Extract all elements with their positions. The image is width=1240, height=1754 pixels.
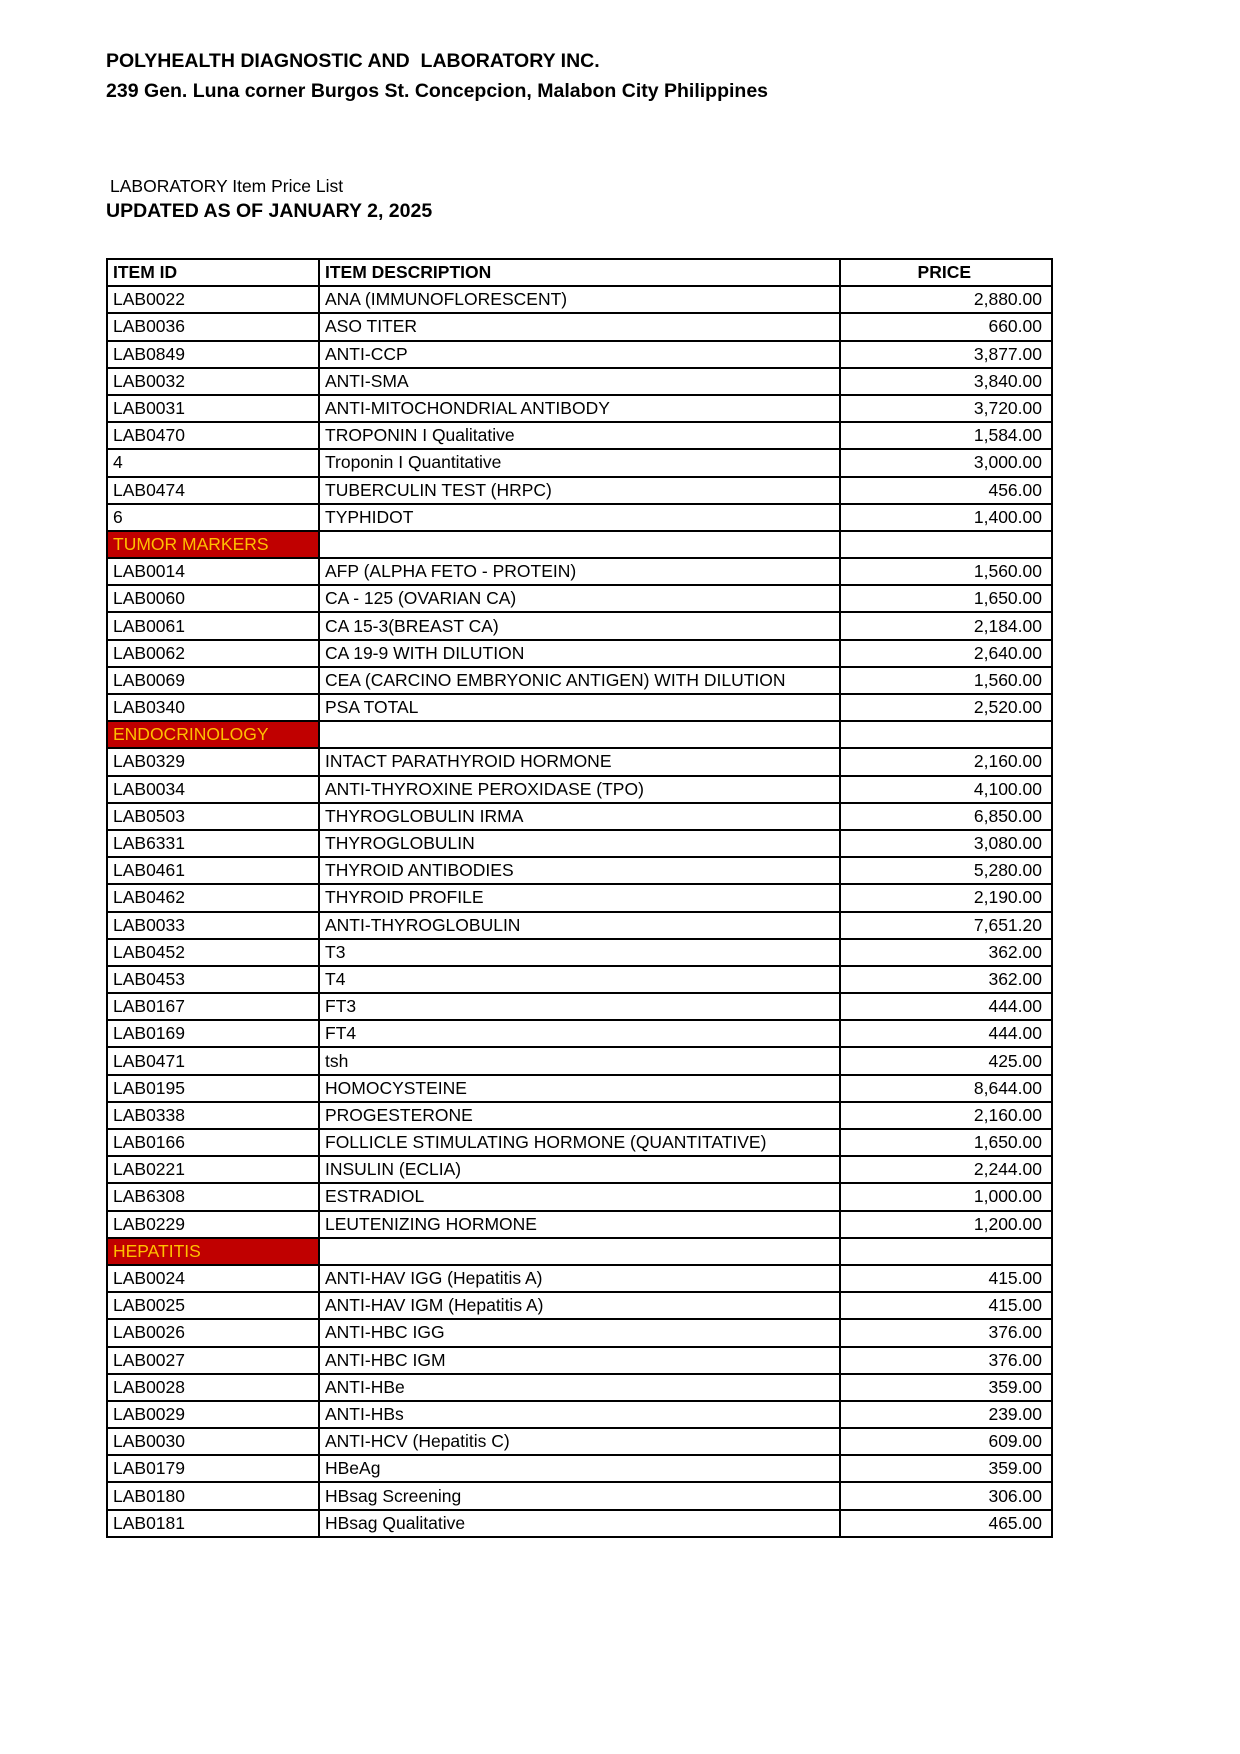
price-cell: 415.00: [840, 1265, 1052, 1292]
item-id-cell: LAB6308: [107, 1183, 319, 1210]
price-cell: 1,200.00: [840, 1211, 1052, 1238]
price-cell: 609.00: [840, 1428, 1052, 1455]
item-description-cell: ANTI-CCP: [319, 341, 840, 368]
item-id-cell: LAB0195: [107, 1075, 319, 1102]
price-cell: 425.00: [840, 1047, 1052, 1074]
item-id-cell: LAB0340: [107, 694, 319, 721]
category-label: HEPATITIS: [107, 1238, 319, 1265]
table-row: [107, 422, 1052, 449]
price-cell: 7,651.20: [840, 912, 1052, 939]
item-id-cell: LAB0169: [107, 1020, 319, 1047]
item-id-cell: LAB0022: [107, 286, 319, 313]
item-id-cell: LAB0027: [107, 1347, 319, 1374]
price-cell: 3,000.00: [840, 449, 1052, 476]
item-id-cell: LAB0452: [107, 939, 319, 966]
table-row: [107, 1374, 1052, 1401]
item-id-cell: 4: [107, 449, 319, 476]
table-row: [107, 1156, 1052, 1183]
item-description-cell: PROGESTERONE: [319, 1102, 840, 1129]
item-id-cell: LAB0069: [107, 667, 319, 694]
item-id-cell: 6: [107, 504, 319, 531]
item-id-cell: LAB0338: [107, 1102, 319, 1129]
item-description-cell: LEUTENIZING HORMONE: [319, 1211, 840, 1238]
empty-cell: [319, 721, 840, 748]
category-label: TUMOR MARKERS: [107, 531, 319, 558]
price-cell: 4,100.00: [840, 776, 1052, 803]
table-row: [107, 1211, 1052, 1238]
price-cell: 376.00: [840, 1319, 1052, 1346]
item-id-cell: LAB0014: [107, 558, 319, 585]
table-row: [107, 748, 1052, 775]
price-cell: 2,190.00: [840, 884, 1052, 911]
category-row: [107, 1238, 1052, 1265]
item-description-cell: FT4: [319, 1020, 840, 1047]
item-id-cell: LAB0024: [107, 1265, 319, 1292]
table-row: [107, 612, 1052, 639]
item-id-cell: LAB0181: [107, 1510, 319, 1537]
item-description-cell: ANA (IMMUNOFLORESCENT): [319, 286, 840, 313]
price-cell: 444.00: [840, 993, 1052, 1020]
item-description-cell: ANTI-HAV IGM (Hepatitis A): [319, 1292, 840, 1319]
category-label: ENDOCRINOLOGY: [107, 721, 319, 748]
item-id-cell: LAB0167: [107, 993, 319, 1020]
item-description-cell: ASO TITER: [319, 313, 840, 340]
table-row: [107, 449, 1052, 476]
table-row: [107, 1319, 1052, 1346]
item-id-cell: LAB0471: [107, 1047, 319, 1074]
item-description-cell: PSA TOTAL: [319, 694, 840, 721]
table-row: [107, 504, 1052, 531]
item-description-cell: AFP (ALPHA FETO - PROTEIN): [319, 558, 840, 585]
item-description-cell: FOLLICLE STIMULATING HORMONE (QUANTITATIVE): [319, 1129, 840, 1156]
item-id-cell: LAB0030: [107, 1428, 319, 1455]
price-cell: 306.00: [840, 1482, 1052, 1509]
item-description-cell: HBsag Qualitative: [319, 1510, 840, 1537]
document-subtitle: LABORATORY Item Price List: [110, 176, 344, 196]
table-row: [107, 830, 1052, 857]
item-description-cell: ANTI-HBs: [319, 1401, 840, 1428]
item-description-cell: HBsag Screening: [319, 1482, 840, 1509]
price-cell: 2,160.00: [840, 1102, 1052, 1129]
price-cell: 359.00: [840, 1374, 1052, 1401]
table-row: [107, 884, 1052, 911]
item-description-cell: INSULIN (ECLIA): [319, 1156, 840, 1183]
item-description-cell: tsh: [319, 1047, 840, 1074]
price-cell: 1,650.00: [840, 1129, 1052, 1156]
table-row: [107, 1401, 1052, 1428]
table-row: [107, 1075, 1052, 1102]
item-description-cell: Troponin I Quantitative: [319, 449, 840, 476]
item-id-cell: LAB0229: [107, 1211, 319, 1238]
item-description-cell: INTACT PARATHYROID HORMONE: [319, 748, 840, 775]
item-description-cell: ANTI-HCV (Hepatitis C): [319, 1428, 840, 1455]
price-cell: 1,400.00: [840, 504, 1052, 531]
item-description-cell: CEA (CARCINO EMBRYONIC ANTIGEN) WITH DILUTION: [319, 667, 840, 694]
price-cell: 3,840.00: [840, 368, 1052, 395]
item-id-cell: LAB0031: [107, 395, 319, 422]
item-id-cell: LAB0034: [107, 776, 319, 803]
table-row: [107, 993, 1052, 1020]
item-id-cell: LAB0025: [107, 1292, 319, 1319]
item-description-cell: ANTI-HAV IGG (Hepatitis A): [319, 1265, 840, 1292]
price-cell: 1,000.00: [840, 1183, 1052, 1210]
empty-cell: [840, 721, 1052, 748]
table-row: [107, 857, 1052, 884]
company-header: [106, 46, 768, 106]
table-row: [107, 776, 1052, 803]
item-description-cell: TROPONIN I Qualitative: [319, 422, 840, 449]
table-header-row: [107, 259, 1052, 286]
table-row: [107, 667, 1052, 694]
table-row: [107, 1265, 1052, 1292]
price-cell: 2,880.00: [840, 286, 1052, 313]
item-description-cell: TYPHIDOT: [319, 504, 840, 531]
price-cell: 6,850.00: [840, 803, 1052, 830]
item-description-cell: ANTI-MITOCHONDRIAL ANTIBODY: [319, 395, 840, 422]
price-cell: 362.00: [840, 939, 1052, 966]
item-id-cell: LAB0036: [107, 313, 319, 340]
table-row: [107, 912, 1052, 939]
item-id-cell: LAB0462: [107, 884, 319, 911]
item-id-cell: LAB0061: [107, 612, 319, 639]
price-cell: 2,640.00: [840, 640, 1052, 667]
table-row: [107, 640, 1052, 667]
price-cell: 362.00: [840, 966, 1052, 993]
price-table-body: [107, 259, 1052, 1537]
item-description-cell: CA 19-9 WITH DILUTION: [319, 640, 840, 667]
price-cell: 5,280.00: [840, 857, 1052, 884]
price-cell: 444.00: [840, 1020, 1052, 1047]
price-cell: 359.00: [840, 1455, 1052, 1482]
item-description-cell: THYROID ANTIBODIES: [319, 857, 840, 884]
price-cell: 2,184.00: [840, 612, 1052, 639]
table-row: [107, 395, 1052, 422]
company-address: 239 Gen. Luna corner Burgos St. Concepcion, Malabon City Philippines: [106, 80, 769, 102]
item-id-cell: LAB0028: [107, 1374, 319, 1401]
updated-date: UPDATED AS OF JANUARY 2, 2025: [106, 200, 433, 222]
item-description-cell: ESTRADIOL: [319, 1183, 840, 1210]
price-cell: 3,877.00: [840, 341, 1052, 368]
price-cell: 2,244.00: [840, 1156, 1052, 1183]
price-cell: 415.00: [840, 1292, 1052, 1319]
item-description-cell: ANTI-THYROGLOBULIN: [319, 912, 840, 939]
item-id-cell: LAB0060: [107, 585, 319, 612]
price-cell: 465.00: [840, 1510, 1052, 1537]
price-cell: 2,520.00: [840, 694, 1052, 721]
item-id-cell: LAB0221: [107, 1156, 319, 1183]
column-header-price: PRICE: [840, 259, 1052, 286]
document-title-block: [106, 174, 432, 224]
table-row: [107, 966, 1052, 993]
price-cell: 8,644.00: [840, 1075, 1052, 1102]
table-row: [107, 341, 1052, 368]
company-name: POLYHEALTH DIAGNOSTIC AND LABORATORY INC.: [106, 50, 600, 72]
item-id-cell: LAB0849: [107, 341, 319, 368]
table-row: [107, 939, 1052, 966]
table-row: [107, 1428, 1052, 1455]
table-row: [107, 368, 1052, 395]
table-row: [107, 477, 1052, 504]
table-row: [107, 1292, 1052, 1319]
price-cell: 3,720.00: [840, 395, 1052, 422]
item-description-cell: CA - 125 (OVARIAN CA): [319, 585, 840, 612]
item-description-cell: THYROGLOBULIN: [319, 830, 840, 857]
category-row: [107, 721, 1052, 748]
price-cell: 1,650.00: [840, 585, 1052, 612]
empty-cell: [319, 1238, 840, 1265]
price-cell: 456.00: [840, 477, 1052, 504]
item-description-cell: TUBERCULIN TEST (HRPC): [319, 477, 840, 504]
price-table: [106, 258, 1053, 1538]
item-description-cell: FT3: [319, 993, 840, 1020]
item-id-cell: LAB0026: [107, 1319, 319, 1346]
item-id-cell: LAB0033: [107, 912, 319, 939]
item-description-cell: ANTI-HBC IGM: [319, 1347, 840, 1374]
price-cell: 376.00: [840, 1347, 1052, 1374]
empty-cell: [840, 1238, 1052, 1265]
item-description-cell: HOMOCYSTEINE: [319, 1075, 840, 1102]
price-cell: 239.00: [840, 1401, 1052, 1428]
item-id-cell: LAB0461: [107, 857, 319, 884]
price-cell: 1,560.00: [840, 558, 1052, 585]
table-row: [107, 1482, 1052, 1509]
item-id-cell: LAB0180: [107, 1482, 319, 1509]
column-header-item-id: ITEM ID: [107, 259, 319, 286]
price-cell: 1,584.00: [840, 422, 1052, 449]
table-row: [107, 694, 1052, 721]
item-description-cell: T3: [319, 939, 840, 966]
price-cell: 660.00: [840, 313, 1052, 340]
item-id-cell: LAB0166: [107, 1129, 319, 1156]
item-description-cell: ANTI-HBe: [319, 1374, 840, 1401]
table-row: [107, 286, 1052, 313]
price-cell: 3,080.00: [840, 830, 1052, 857]
item-id-cell: LAB0329: [107, 748, 319, 775]
item-description-cell: ANTI-SMA: [319, 368, 840, 395]
item-id-cell: LAB0029: [107, 1401, 319, 1428]
column-header-description: ITEM DESCRIPTION: [319, 259, 840, 286]
table-row: [107, 1102, 1052, 1129]
category-row: [107, 531, 1052, 558]
item-id-cell: LAB0032: [107, 368, 319, 395]
item-id-cell: LAB0470: [107, 422, 319, 449]
table-row: [107, 1047, 1052, 1074]
table-row: [107, 1510, 1052, 1537]
item-description-cell: CA 15-3(BREAST CA): [319, 612, 840, 639]
item-description-cell: T4: [319, 966, 840, 993]
table-row: [107, 1129, 1052, 1156]
table-row: [107, 1020, 1052, 1047]
empty-cell: [840, 531, 1052, 558]
table-row: [107, 1455, 1052, 1482]
item-id-cell: LAB6331: [107, 830, 319, 857]
item-description-cell: THYROID PROFILE: [319, 884, 840, 911]
price-cell: 2,160.00: [840, 748, 1052, 775]
item-description-cell: HBeAg: [319, 1455, 840, 1482]
empty-cell: [319, 531, 840, 558]
item-description-cell: ANTI-HBC IGG: [319, 1319, 840, 1346]
table-row: [107, 558, 1052, 585]
table-row: [107, 1347, 1052, 1374]
item-id-cell: LAB0503: [107, 803, 319, 830]
table-row: [107, 313, 1052, 340]
item-id-cell: LAB0062: [107, 640, 319, 667]
table-row: [107, 585, 1052, 612]
item-id-cell: LAB0453: [107, 966, 319, 993]
item-id-cell: LAB0179: [107, 1455, 319, 1482]
item-description-cell: ANTI-THYROXINE PEROXIDASE (TPO): [319, 776, 840, 803]
table-row: [107, 803, 1052, 830]
item-id-cell: LAB0474: [107, 477, 319, 504]
table-row: [107, 1183, 1052, 1210]
item-description-cell: THYROGLOBULIN IRMA: [319, 803, 840, 830]
price-cell: 1,560.00: [840, 667, 1052, 694]
